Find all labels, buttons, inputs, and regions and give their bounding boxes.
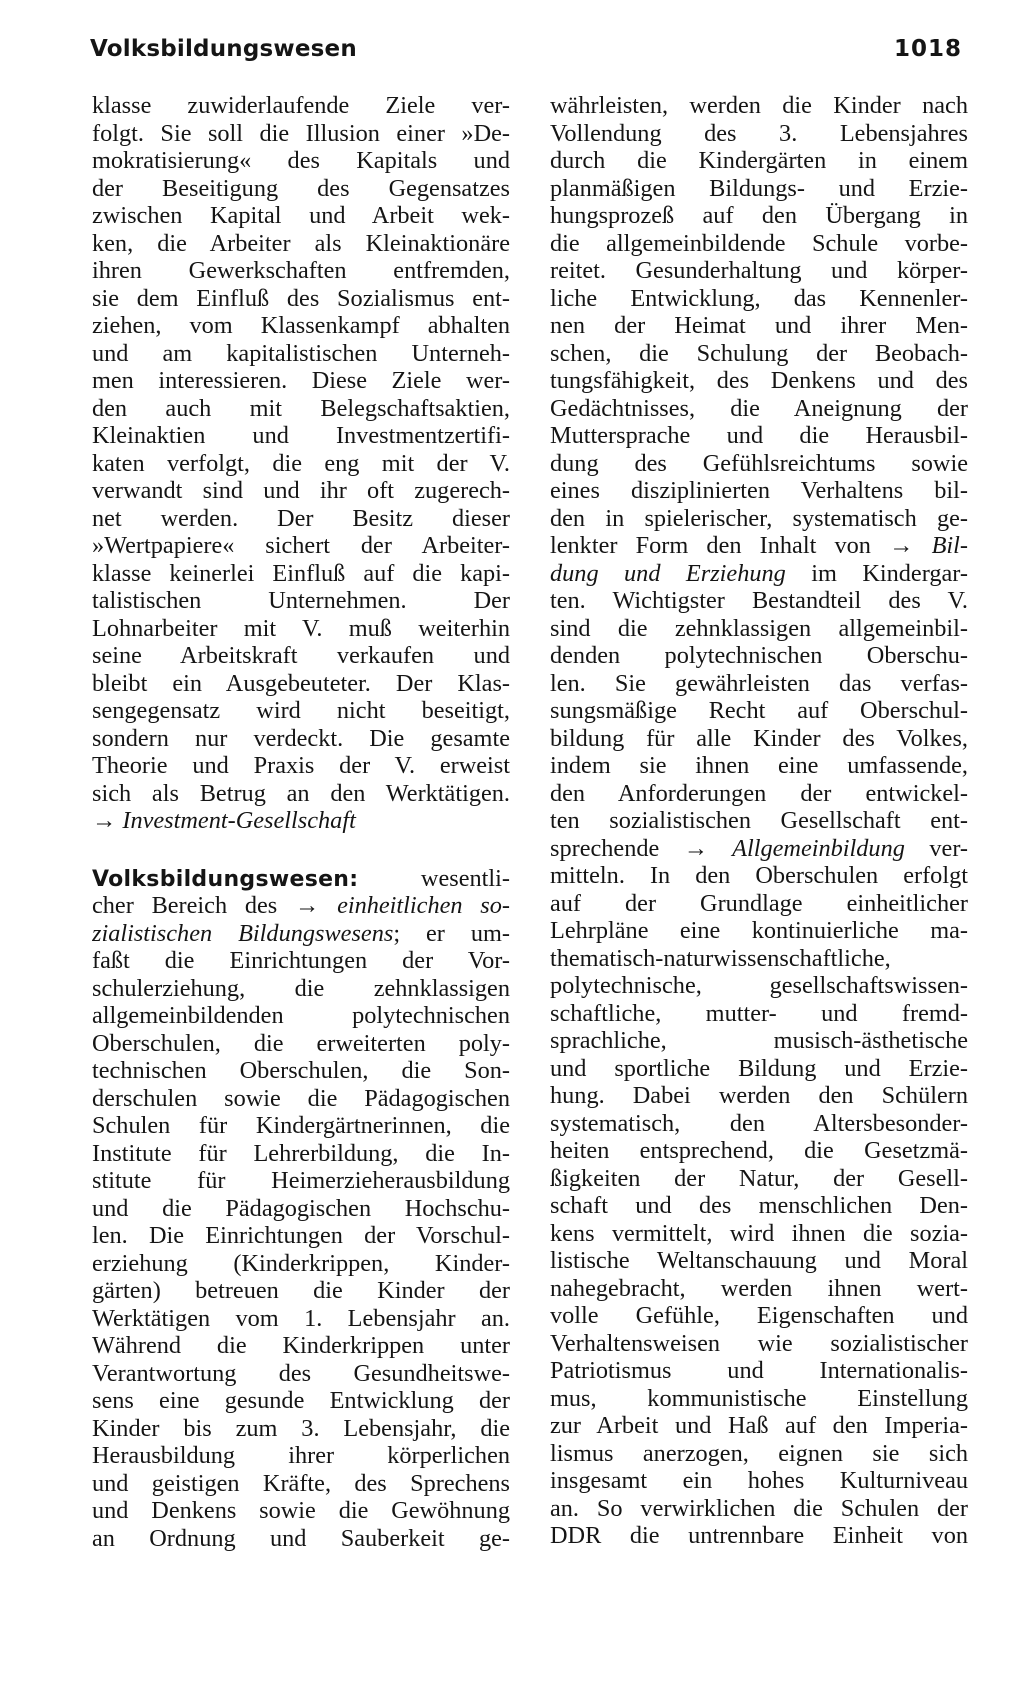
text-line: und die Pädagogischen Hochschu- bbox=[92, 1194, 510, 1222]
text-line: bildung für alle Kinder des Volkes, bbox=[550, 724, 968, 752]
text-line: ken, die Arbeiter als Kleinaktionäre bbox=[92, 229, 510, 257]
page-header bbox=[90, 36, 962, 76]
text-line: Patriotismus und Internationalis- bbox=[550, 1357, 968, 1384]
text-line: Kleinaktien und Investmentzertifi- bbox=[92, 422, 510, 449]
text-line: dung des Gefühlsreichtums sowie bbox=[550, 449, 968, 477]
text-line: stitute für Heimerzieherausbildung bbox=[92, 1167, 510, 1194]
text-line: Lohnarbeiter mit V. muß weiterhin bbox=[92, 614, 510, 642]
text-line: volle Gefühle, Eigenschaften und bbox=[550, 1302, 968, 1329]
right-column bbox=[550, 92, 968, 1550]
text-line: verwandt sind und ihr oft zugerech- bbox=[92, 477, 510, 504]
text-line: sich als Betrug an den Werktätigen. bbox=[92, 779, 510, 807]
text-line: der Beseitigung des Gegensatzes bbox=[92, 174, 510, 202]
text-line: folgt. Sie soll die Illusion einer »De- bbox=[92, 119, 510, 147]
entry-text: sprechende bbox=[550, 834, 684, 862]
text-line: »Wertpapiere« sichert der Arbeiter- bbox=[92, 532, 510, 559]
text-line: schaft und des menschlichen Den- bbox=[550, 1192, 968, 1219]
text-line: Kinder bis zum 3. Lebensjahr, die bbox=[92, 1414, 510, 1442]
text-line: ten sozialistischen Gesellschaft ent- bbox=[550, 807, 968, 834]
entry-text: cher Bereich des bbox=[92, 892, 296, 919]
text-line: sprachliche, musisch-ästhetische bbox=[550, 1027, 968, 1054]
text-line: ten. Wichtigster Bestandteil des V. bbox=[550, 587, 968, 614]
text-line: zwischen Kapital und Arbeit wek- bbox=[92, 202, 510, 229]
text-line: liche Entwicklung, das Kennenler- bbox=[550, 284, 968, 312]
text-line: polytechnische, gesellschaftswissen- bbox=[550, 972, 968, 999]
right-column-text-block bbox=[550, 587, 968, 835]
text-line: den auch mit Belegschaftsaktien, bbox=[92, 394, 510, 422]
text-line: ßigkeiten der Natur, der Gesell- bbox=[550, 1164, 968, 1192]
text-line: allgemeinbildenden polytechnischen bbox=[92, 1002, 510, 1029]
left-column bbox=[92, 92, 510, 1552]
text-line: und am kapitalistischen Unterneh- bbox=[92, 339, 510, 367]
text-line: hung. Dabei werden den Schülern bbox=[550, 1082, 968, 1109]
text-line: talistischen Unternehmen. Der bbox=[92, 587, 510, 614]
entry-text: lenkter Form den Inhalt von bbox=[550, 532, 890, 559]
crossref-arrow-icon: → bbox=[683, 834, 709, 862]
text-line: heiten entsprechend, die Gesetzmä- bbox=[550, 1137, 968, 1164]
crossref-link-bildung-und-erziehung-cont[interactable]: dung und Erziehung bbox=[550, 559, 786, 587]
text-line: schaftliche, mutter- und fremd- bbox=[550, 999, 968, 1027]
text-line: nen der Heimat und ihrer Men- bbox=[550, 312, 968, 339]
text-line: len. Sie gewährleisten das verfas- bbox=[550, 669, 968, 697]
text-line: faßt die Einrichtungen der Vor- bbox=[92, 947, 510, 974]
crossref-link-bildungswesen[interactable]: einheitlichen so- bbox=[319, 892, 510, 919]
text-line: an. So verwirklichen die Schulen der bbox=[550, 1494, 968, 1522]
entry-headword-line bbox=[92, 865, 510, 893]
text-line: lismus anerzogen, eignen sie sich bbox=[550, 1439, 968, 1467]
text-line: hungsprozeß auf den Übergang in bbox=[550, 202, 968, 229]
text-line: kens vermittelt, wird ihnen die sozia- bbox=[550, 1219, 968, 1247]
text-line: katen verfolgt, die eng mit der V. bbox=[92, 449, 510, 477]
text-line: sens eine gesunde Entwicklung der bbox=[92, 1387, 510, 1414]
text-line: auf der Grundlage einheitlicher bbox=[550, 889, 968, 917]
text-line: schulerziehung, die zehnklassigen bbox=[92, 974, 510, 1002]
text-line: derschulen sowie die Pädagogischen bbox=[92, 1084, 510, 1112]
text-line: DDR die untrennbare Einheit von bbox=[550, 1522, 968, 1549]
text-line: Herausbildung ihrer körperlichen bbox=[92, 1442, 510, 1469]
text-line: Theorie und Praxis der V. erweist bbox=[92, 752, 510, 779]
text-line: an Ordnung und Sauberkeit ge- bbox=[92, 1524, 510, 1552]
text-line: bleibt ein Ausgebeuteter. Der Klas- bbox=[92, 669, 510, 697]
text-line: net werden. Der Besitz dieser bbox=[92, 504, 510, 532]
right-column-text-block bbox=[550, 92, 968, 532]
entry-text: ver- bbox=[904, 834, 968, 862]
crossref-link-allgemeinbildung[interactable]: Allgemeinbildung bbox=[708, 834, 905, 862]
entry-body-text-block bbox=[92, 947, 510, 1552]
text-line: zur Arbeit und Haß auf den Imperia- bbox=[550, 1412, 968, 1439]
text-line: Verantwortung des Gesundheitswe- bbox=[92, 1359, 510, 1387]
text-line: reitet. Gesunderhaltung und körper- bbox=[550, 257, 968, 284]
text-line: den Anforderungen der entwickel- bbox=[550, 779, 968, 807]
text-line: Verhaltensweisen wie sozialistischer bbox=[550, 1329, 968, 1357]
text-line: nahegebracht, werden ihnen wert- bbox=[550, 1274, 968, 1302]
text-line: mokratisierung« des Kapitals und bbox=[92, 147, 510, 174]
crossref-line bbox=[550, 560, 968, 588]
text-line: ihren Gewerkschaften entfremden, bbox=[92, 257, 510, 284]
text-line: mitteln. In den Oberschulen erfolgt bbox=[550, 862, 968, 889]
crossref-link-bildung-und-erziehung[interactable]: Bil- bbox=[913, 532, 968, 559]
text-line: tungsfähigkeit, des Denkens und des bbox=[550, 367, 968, 394]
crossref-arrow-icon: → bbox=[92, 807, 117, 834]
text-line: technischen Oberschulen, die Son- bbox=[92, 1057, 510, 1084]
text-line: und geistigen Kräfte, des Sprechens bbox=[92, 1469, 510, 1497]
entry-text: im Kindergar- bbox=[785, 559, 968, 587]
crossref-link-bildungswesen-cont[interactable]: zialistischen Bildungswesens bbox=[92, 919, 394, 947]
crossref-line bbox=[550, 532, 968, 560]
running-head-title: Volksbildungswesen bbox=[90, 36, 357, 62]
text-line: sungsmäßige Recht auf Oberschul- bbox=[550, 697, 968, 724]
text-line: mus, kommunistische Einstellung bbox=[550, 1384, 968, 1412]
text-line: planmäßigen Bildungs- und Erzie- bbox=[550, 174, 968, 202]
text-line: len. Die Einrichtungen der Vorschul- bbox=[92, 1222, 510, 1249]
text-line: Während die Kinderkrippen unter bbox=[92, 1332, 510, 1359]
text-line: thematisch-naturwissenschaftliche, bbox=[550, 944, 891, 972]
entry-line bbox=[92, 892, 510, 920]
entry-headword: Volksbildungswesen: bbox=[92, 866, 359, 892]
text-line: Vollendung des 3. Lebensjahres bbox=[550, 119, 968, 147]
text-line: durch die Kindergärten in einem bbox=[550, 147, 968, 174]
text-line: systematisch, den Altersbesonder- bbox=[550, 1109, 968, 1137]
text-line: und sportliche Bildung und Erzie- bbox=[550, 1054, 968, 1082]
crossref-line bbox=[550, 835, 968, 863]
page-number: 1018 bbox=[893, 36, 962, 62]
text-line: listische Weltanschauung und Moral bbox=[550, 1247, 968, 1274]
text-line: schen, die Schulung der Beobach- bbox=[550, 339, 968, 367]
text-line: sie dem Einfluß des Sozialismus ent- bbox=[92, 284, 510, 312]
text-line: die allgemeinbildende Schule vorbe- bbox=[550, 229, 968, 257]
text-line: klasse zuwiderlaufende Ziele ver- bbox=[92, 92, 510, 119]
crossref-arrow-icon: → bbox=[295, 892, 320, 919]
entry-line bbox=[92, 920, 510, 948]
left-column-text-block bbox=[92, 92, 510, 807]
text-line: insgesamt ein hohes Kulturniveau bbox=[550, 1467, 968, 1494]
text-line: Gedächtnisses, die Aneignung der bbox=[550, 394, 968, 422]
text-line: Institute für Lehrerbildung, die In- bbox=[92, 1139, 510, 1167]
paragraph-gap bbox=[92, 835, 510, 865]
text-line: seine Arbeitskraft verkaufen und bbox=[92, 642, 510, 669]
crossref-link-investment-gesellschaft[interactable]: Investment-Gesellschaft bbox=[122, 807, 356, 834]
crossref-line[interactable] bbox=[92, 807, 510, 835]
text-line: gärten) betreuen die Kinder der bbox=[92, 1277, 510, 1304]
text-line: sind die zehnklassigen allgemeinbil- bbox=[550, 614, 968, 642]
text-line: Oberschulen, die erweiterten poly- bbox=[92, 1029, 510, 1057]
text-line: indem sie ihnen eine umfassende, bbox=[550, 752, 968, 779]
text-line: klasse keinerlei Einfluß auf die kapi- bbox=[92, 559, 510, 587]
text-line: Schulen für Kindergärtnerinnen, die bbox=[92, 1112, 510, 1139]
text-line: sondern nur verdeckt. Die gesamte bbox=[92, 724, 510, 752]
text-line: Lehrpläne eine kontinuierliche ma- bbox=[550, 917, 968, 944]
entry-text: wesentli- bbox=[358, 864, 510, 892]
right-column-text-block bbox=[550, 862, 968, 1550]
text-line: denden polytechnischen Oberschu- bbox=[550, 642, 968, 669]
text-line: währleisten, werden die Kinder nach bbox=[550, 92, 968, 119]
text-line: erziehung (Kinderkrippen, Kinder- bbox=[92, 1249, 510, 1277]
crossref-arrow-icon: → bbox=[889, 532, 914, 559]
entry-text: ; er um- bbox=[393, 919, 510, 947]
text-line: men interessieren. Diese Ziele wer- bbox=[92, 367, 510, 394]
text-line: den in spielerischer, systematisch ge- bbox=[550, 504, 968, 532]
text-line: Werktätigen vom 1. Lebensjahr an. bbox=[92, 1304, 510, 1332]
text-line: und Denkens sowie die Gewöhnung bbox=[92, 1497, 510, 1524]
text-line: sengegensatz wird nicht beseitigt, bbox=[92, 697, 510, 724]
text-line: eines disziplinierten Verhaltens bil- bbox=[550, 477, 968, 504]
text-line: Muttersprache und die Herausbil- bbox=[550, 422, 968, 449]
text-line: ziehen, vom Klassenkampf abhalten bbox=[92, 312, 510, 339]
